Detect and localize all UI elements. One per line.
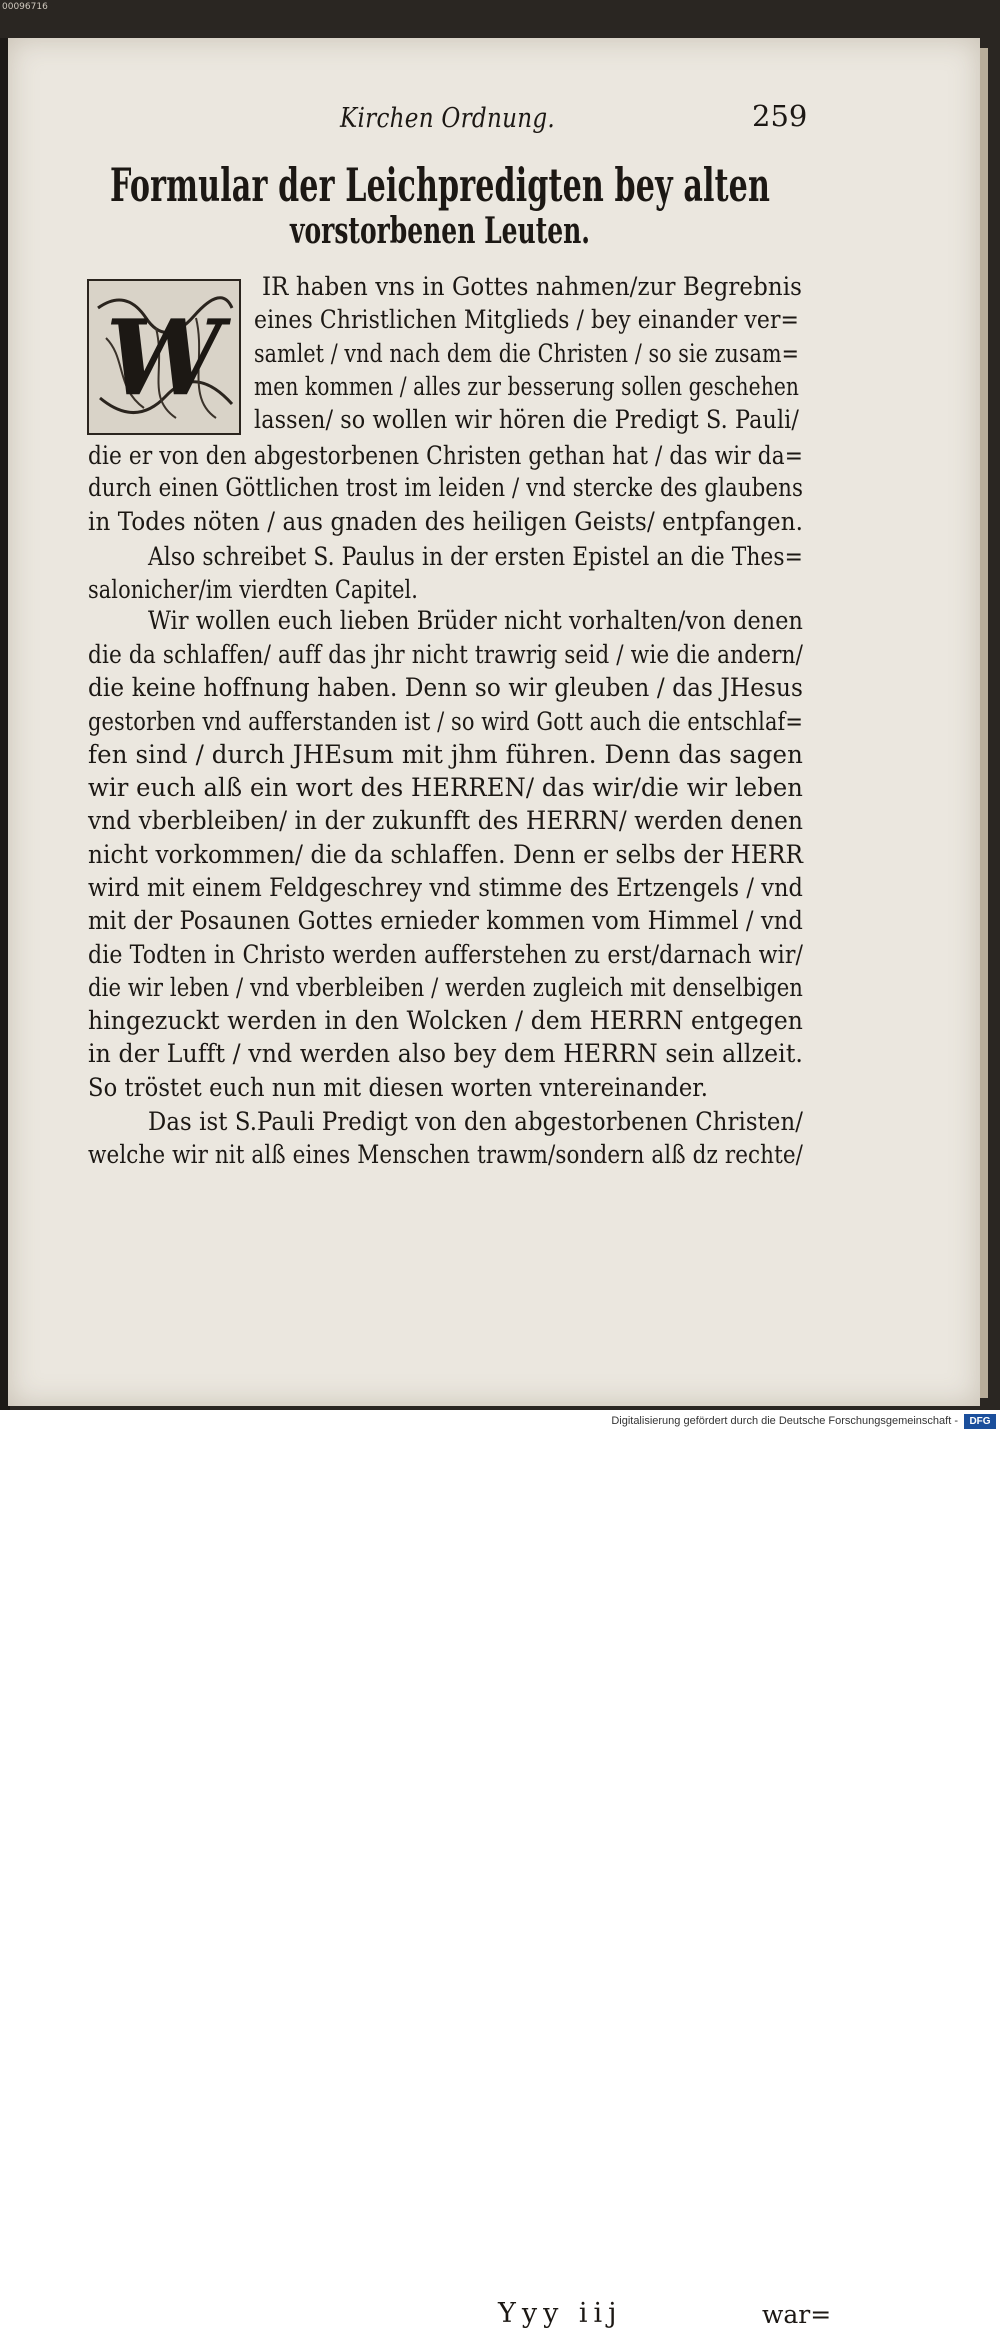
body-line: hingezuckt werden in den Wolcken / dem HERRN entgegen: [88, 1006, 803, 1035]
body-line: wir euch alß ein wort des HERREN/ das wir/die wir leben: [88, 773, 803, 802]
body-line: Das ist S.Pauli Predigt von den abgestorbenen Christen/: [148, 1107, 803, 1136]
body-line: samlet / vnd nach dem die Christen / so sie zusam=: [254, 339, 799, 368]
body-line: die da schlaffen/ auff das jhr nicht trawrig seid / wie die andern/: [88, 640, 803, 669]
initial-letter: W: [105, 296, 223, 419]
scan-id-label: 00096716: [2, 2, 48, 12]
body-line: So tröstet euch nun mit diesen worten vntereinander.: [88, 1073, 708, 1102]
body-line: IR haben vns in Gottes nahmen/zur Begrebnis: [262, 272, 802, 301]
body-line: die keine hoffnung haben. Denn so wir gleuben / das JHesus: [88, 673, 803, 702]
body-line: men kommen / alles zur besserung sollen geschehen: [254, 372, 799, 401]
body-line: eines Christlichen Mitglieds / bey einander ver=: [254, 305, 799, 334]
decorated-initial-icon: [86, 278, 242, 436]
body-line: fen sind / durch JHEsum mit jhm führen. Denn das sagen: [88, 740, 803, 769]
body-line: die wir leben / vnd vberbleiben / werden zugleich mit denselbigen: [88, 973, 803, 1002]
page-title-line-2: vorstorbenen Leuten.: [290, 210, 590, 252]
catchword: war=: [762, 2300, 832, 2329]
body-line: durch einen Göttlichen trost im leiden / vnd stercke des glaubens: [88, 473, 803, 502]
body-line: in Todes nöten / aus gnaden des heiligen Geists/ entpfangen.: [88, 507, 803, 536]
body-line: Wir wollen euch lieben Brüder nicht vorhalten/von denen: [148, 606, 803, 635]
body-line: welche wir nit alß eines Menschen trawm/sondern alß dz rechte/: [88, 1140, 803, 1169]
dfg-logo: DFG: [964, 1414, 996, 1429]
running-head: Kirchen Ordnung.: [340, 103, 555, 134]
body-line: vnd vberbleiben/ in der zukunfft des HERRN/ werden denen: [88, 806, 803, 835]
body-line: nicht vorkommen/ die da schlaffen. Denn er selbs der HERR: [88, 840, 803, 869]
body-line: lassen/ so wollen wir hören die Predigt S. Pauli/: [254, 405, 799, 434]
body-line: in der Lufft / vnd werden also bey dem HERRN sein allzeit.: [88, 1039, 803, 1068]
body-line: wird mit einem Feldgeschrey vnd stimme des Ertzengels / vnd: [88, 873, 803, 902]
footer-credit: Digitalisierung gefördert durch die Deutsche Forschungsgemeinschaft -: [611, 1415, 958, 1427]
signature-mark: Yyy iij: [498, 2298, 623, 2329]
body-line: salonicher/im vierdten Capitel.: [88, 575, 418, 604]
body-line: die Todten in Christo werden aufferstehen zu erst/darnach wir/: [88, 940, 803, 969]
body-line: gestorben vnd aufferstanden ist / so wird Gott auch die entschlaf=: [88, 707, 803, 736]
body-line: die er von den abgestorbenen Christen gethan hat / das wir da=: [88, 441, 803, 470]
page-edge: [980, 48, 988, 1398]
body-line: mit der Posaunen Gottes ernieder kommen vom Himmel / vnd: [88, 906, 803, 935]
footer: [0, 1410, 1000, 1434]
folio-number: 259: [752, 99, 808, 133]
page-title-line-1: Formular der Leichpredigten bey alten: [110, 158, 770, 212]
body-line: Also schreibet S. Paulus in der ersten Epistel an die Thes=: [148, 542, 803, 571]
